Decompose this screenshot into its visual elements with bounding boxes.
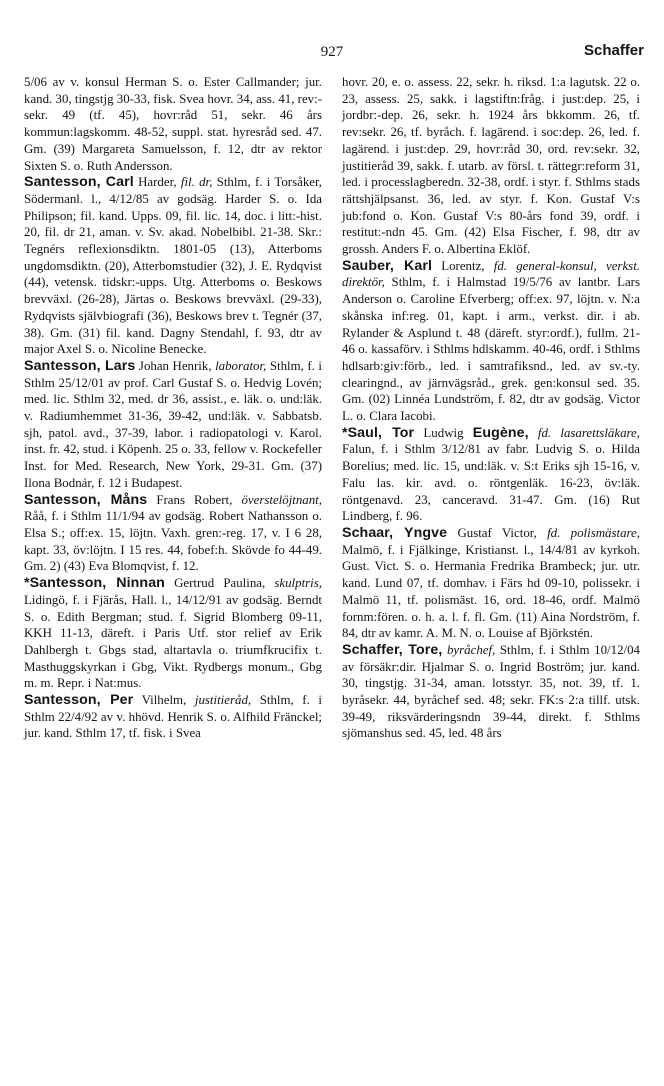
page-number: 927	[320, 44, 344, 60]
entry-occupation: skulptris,	[274, 576, 322, 591]
entry-name: Santesson, Måns	[24, 491, 148, 508]
entry-given-names: Harder,	[133, 175, 181, 190]
entry-santesson-ninnan	[24, 575, 322, 692]
entry-text: Råå, f. i Sthlm 11/1/94 av godsäg. Robert Nathansson o. Elsa S.; off:ex. 15, löjtn. Vaxh. gren:-reg. 17, v. I 6 28, kapt. 33, öv:löjtn. I 15 res. 44, fobef:h. Skövde fo 44-49. Gm. 2) (43) Eva Blomqvist, f. 12.	[24, 509, 322, 574]
entry-given-names: Gustaf Victor,	[447, 525, 548, 540]
left-column	[24, 74, 322, 742]
entry-santesson-lars	[24, 358, 322, 492]
entry-given-names: Gertrud Paulina,	[164, 576, 275, 591]
entry-schaar-yngve	[342, 525, 640, 642]
entry-saul-tor	[342, 425, 640, 525]
entry-continuation	[342, 74, 640, 258]
entry-santesson-per	[24, 692, 322, 742]
entry-continuation	[24, 74, 322, 174]
entry-given-names: Frans Robert,	[147, 492, 242, 507]
running-head: Schaffer	[583, 42, 644, 59]
entry-occupation: överstelöjtnant,	[241, 492, 322, 507]
entry-schaffer-tore	[342, 642, 640, 742]
entry-occupation: fil. dr,	[180, 175, 213, 190]
entry-name: Schaffer, Tore,	[342, 641, 443, 658]
entry-santesson-mans	[24, 492, 322, 576]
entry-text: Malmö, f. i Fjälkinge, Kristianst. l., 14/4/81 av kyrkoh. Gust. Vict. S. o. Hermania Fredrika Brambeck; jur. utr. kand. Lund 07, tf. domhav. i Färs hd 09-10, polissekr. i Malmö 11, tf. polismäst. 16, ord. 18-46, ordf. Malmö fornm:fören. o. h. a. l. f. fl. Gm. (11) Aina Nordström, f. 84, dtr av kamr. A. M. N. o. Louise af Björkstén.	[342, 542, 640, 641]
entry-text: 5/06 av v. konsul Herman S. o. Ester Callmander; jur. kand. 30, tingstjg 30-33, fisk. Svea hovr. 34, ass. 41, rev:-sekr. 49 (tf. 45), hovr:råd 51, sekr. 46 års kommun:lagskomm. 48-52, suppl. stat. hyresråd sed. 47. Gm. (39) Margareta Samuelsson, f. 12, dtr av rektor Sixten S. o. Ruth Andersson.	[24, 75, 322, 173]
entry-santesson-carl	[24, 174, 322, 358]
entry-occupation: fd. polismästare,	[547, 525, 640, 540]
entry-name: Schaar, Yngve	[342, 524, 448, 541]
entry-text: Sthlm, f. i Halmstad 19/5/76 av lantbr. Lars Anderson o. Caroline Efverberg; off:ex. 97, löjtn. v. N:a skånska inf:reg. 01, kapt. i arm., verkst. dir. i ab. Rylander & Asplund t. 48 (däreft. styr:ordf.), fullm. 21-46 o. kassaförv. i Sthlms hdlskamm. 40-46, ordf. i Sthlms hdlsarb:giv:förb., led. i samtrafiksnd., led. av sv.-ty. clearingnd., av järnvägsråd., grek. gen:konsul sed. 35. Gm. (02) Linnéa Lundström, f. 82, dtr av godsäg. Victor L. o. Clara Iacobi.	[342, 275, 640, 424]
entry-text: Sthlm, f. i Sthlm 10/12/04 av försäkr:dir. Hjalmar S. o. Ingrid Boström; jur. kand. 30, tingstjg. 31-34, aman. lotsstyr. 35, not. 39, tf. 1. byråsekr. 44, byråchef sed. 48; sekr. FK:s 2:a tillf. utsk. 39-49, riksvärderingsndn 39-44, direkt. f. Sthlms sjömanshus sed. 45, led. 48 års	[342, 642, 640, 741]
entry-given-name-bold: Eugène,	[472, 424, 529, 441]
entry-given-names: Vilhelm,	[133, 693, 195, 708]
entry-occupation: fd. lasarettsläkare,	[537, 425, 640, 440]
entry-occupation: fd. general-konsul, verkst. direktör,	[342, 258, 640, 290]
entry-text: Sthlm, f. i Sthlm 25/12/01 av prof. Carl Gustaf S. o. Hedvig Lovén; med. lic. Sthlm 32, med. dr 36, assist., e. läk. o. und:läk. v. Radiumhemmet 31-36, 39-42, und:läk. v. Sabbatsb. sjh, patol. avd., 37-39, labor. i radiopatologi v. Karol. inst. fr. 42, stud. i Köpenh. 25 o. 33, fellow v. Rockefeller Inst. for Med. Research, New York, 29-31. Gm. (37) Ilona Bodnár, f. 12 i Budapest.	[24, 358, 322, 490]
entry-text: hovr. 20, e. o. assess. 22, sekr. h. riksd. 1:a lagutsk. 22 o. 23, assess. 25, sakk. i lagstiftn:fråg. i just:dep. 25, i jordbr:-dep. 26, sekr. h. 1924 års bkkomm. 26, tf. rev:sekr. 26, tf. byråch. f. lagärend. i soc:dep. 26, led. f. lagärend. i just:dep. 29, hovr:råd 30, ord. rev:sekr. 32, justitieråd 39, sakk. f. utarb. av försl. t. rättegr:reform 31, led. i processlagberedn. 32-38, ordf. i styr. f. Sthlms stads rättshjälpsanst. 36, led. av styr. f. Kon. Gustaf V:s jub:fond o. Kon. Gustaf V:s 80-års fond 39, ordf. i restitut:-ndn 45. Gm. (42) Elsa Fischer, f. 98, dtr av grossh. Anders F. o. Albertina Eklöf.	[342, 75, 640, 257]
entry-name: Santesson, Carl	[24, 174, 134, 191]
entry-given-names: Ludwig	[414, 425, 473, 440]
entry-occupation: laborator,	[215, 358, 267, 373]
entry-given-names: Johan Henrik,	[135, 358, 216, 373]
entry-name: *Saul, Tor	[342, 424, 415, 441]
entry-given-names: Lorentz,	[432, 258, 494, 273]
entry-text: Sthlm, f. i Torsåker, Södermanl. l., 4/12/85 av godsäg. Harder S. o. Ida Philipson; fil. kand. Upps. 09, fil. lic. 14, doc. i litt:-hist. 20, fil. dr 21, aman. v. Sv. akad. Nobelbibl. 21-38. Skr.: Tegnérs reflexionsdiktn. 1801-05 (13), Atterboms ungdomsdiktn. (20), Atterbomstudier (32), J. E. Rydqvist (44), vetensk. tidskr:-upps. Utg. Atterboms o. Beskows brevväxl. (26-28), Järtas o. Beskows brevväxl. (29-33), Rydqvists självbiografi (36), Beskows brev t. Tegnér (37, 38). Gm. (31) fil. kand. Dagny Stendahl, f. 93, dtr av major Axel S. o. Nicoline Benecke.	[24, 175, 323, 357]
entry-name: Santesson, Lars	[24, 357, 136, 374]
entry-name: Santesson, Per	[24, 692, 134, 709]
entry-text: Lidingö, f. i Fjärås, Hall. l., 14/12/91 av godsäg. Berndt S. o. Edith Bergman; stud. f. Sigrid Blomberg 09-11, KKH 11-13, däreft. i Paris Utf. stor relief av Erik Dahlbergh t. Gbgs stad, altartavla o. triumfkrucifix t. Masthuggskyrkan i Gbg, Vikt. Rydbergs monum., Gbg m. m. Repr. i Nat:mus.	[24, 592, 322, 691]
right-column	[342, 74, 640, 742]
entry-name: *Santesson, Ninnan	[24, 575, 165, 592]
entry-occupation: byråchef,	[446, 642, 496, 657]
entry-text: Sthlm, f. i Sthlm 22/4/92 av v. hhövd. Henrik S. o. Alfhild Fränckel; jur. kand. Sthlm 17, tf. fisk. i Svea	[24, 693, 322, 741]
entry-occupation: justitieråd,	[194, 693, 252, 708]
entry-text: Falun, f. i Sthlm 3/12/81 av fabr. Ludvig S. o. Hilda Borelius; med. lic. 15, und:läk. v. S:t Eriks sjh 15-16, v. Falu las. kir. avd. o. röntgenläk. 16-23, öv:läk. röntgenavd. 23, canceravd. 31-47. Gm. (16) Rut Lindberg, f. 96.	[342, 442, 640, 524]
entry-sauber-karl	[342, 258, 640, 425]
entry-name: Sauber, Karl	[342, 257, 432, 274]
